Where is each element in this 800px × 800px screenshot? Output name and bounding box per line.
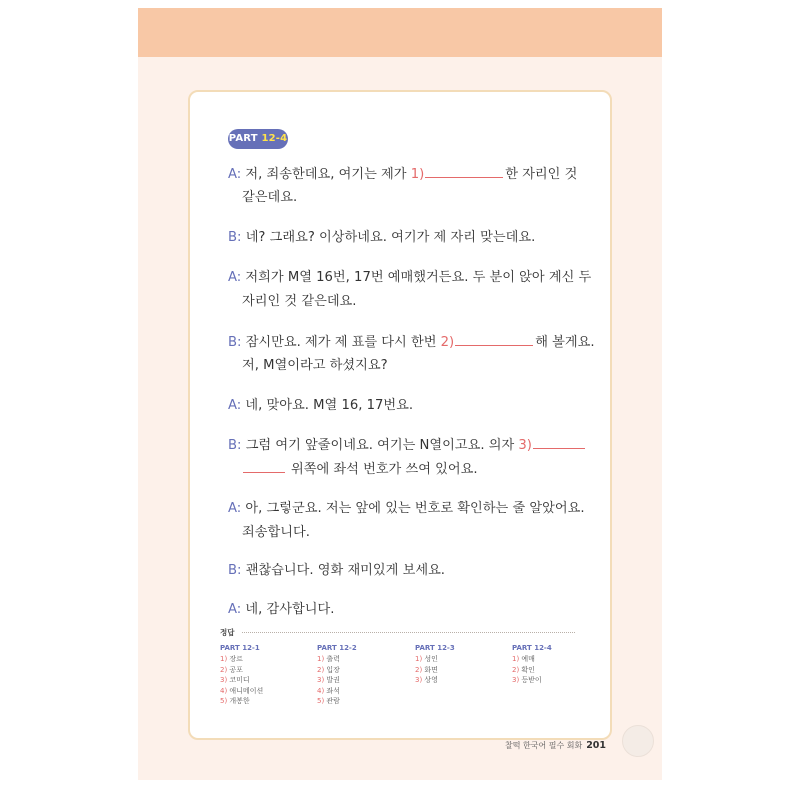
line-text: 네, 맞아요. M열 16, 17번요. xyxy=(241,398,414,413)
dialogue-line-9 xyxy=(228,599,598,621)
answer-key-title: 정답 xyxy=(220,628,235,637)
dialogue-line-3-cont: 자리인 것 같은데요. xyxy=(242,294,357,309)
answer-item: 5) 개봉한 xyxy=(220,697,250,706)
answer-item: 1) 성인 xyxy=(415,655,438,663)
dialogue-line-7 xyxy=(228,498,598,520)
part-badge: PART 12-4 xyxy=(228,129,288,149)
line-text: 네, 감사합니다. xyxy=(241,602,335,617)
blank-number: 1) xyxy=(410,167,425,182)
answer-part-label: PART 12-1 xyxy=(220,644,260,652)
line-text: 해 볼게요. xyxy=(535,335,595,350)
line-text: 저, 죄송한데요, 여기는 제가 xyxy=(241,167,411,182)
answer-item: 2) 공포 xyxy=(220,665,243,674)
answer-item: 3) 등받이 xyxy=(512,676,542,685)
speaker-label: B: xyxy=(228,563,242,578)
answer-blank[interactable] xyxy=(533,434,585,449)
answer-item: 4) 좌석 xyxy=(317,686,340,695)
speaker-label: A: xyxy=(228,398,242,413)
header-band xyxy=(138,8,662,57)
answer-blank-continued[interactable] xyxy=(243,458,285,473)
answer-item: 1) 장르 xyxy=(220,655,243,663)
answer-item: 5) 관람 xyxy=(317,697,340,706)
answer-item: 1) 예매 xyxy=(512,655,535,663)
answer-blank[interactable] xyxy=(455,331,533,346)
answer-item: 2) 화면 xyxy=(415,665,438,674)
answer-item: 4) 애니메이션 xyxy=(220,686,264,695)
dialogue-line-1 xyxy=(228,163,598,186)
dialogue-line-6-cont: 위쪽에 좌석 번호가 쓰여 있어요. xyxy=(242,458,612,481)
answer-item: 3) 상영 xyxy=(415,676,438,685)
dialogue-line-4 xyxy=(228,331,598,354)
line-text: 괜찮습니다. 영화 재미있게 보세요. xyxy=(241,563,445,578)
dialogue-line-8 xyxy=(228,560,598,582)
dialogue-line-6 xyxy=(228,434,598,457)
page-number: 201 xyxy=(586,740,607,751)
line-text: 그럼 여기 앞줄이네요. 여기는 N열이고요. 의자 xyxy=(241,438,519,453)
page-footer xyxy=(505,740,606,751)
dialogue-line-2 xyxy=(228,227,598,249)
watermark-seal xyxy=(622,725,654,757)
blank-number: 3) xyxy=(518,438,532,453)
answer-column-part-12-4 xyxy=(512,643,612,686)
book-title: 찰떡 한국어 필수 회화 xyxy=(505,741,583,750)
answer-part-label: PART 12-3 xyxy=(415,644,455,652)
dialogue-line-7-cont: 죄송합니다. xyxy=(242,525,310,540)
line-text: 잠시만요. 제가 제 표를 다시 한번 xyxy=(241,335,441,350)
speaker-label: B: xyxy=(228,230,242,245)
answer-column-part-12-3 xyxy=(415,643,515,686)
dialogue-line-3 xyxy=(228,267,598,289)
dialogue-line-5 xyxy=(228,395,598,417)
speaker-label: A: xyxy=(228,270,242,285)
speaker-label: A: xyxy=(228,501,242,516)
dialogue-line-4-cont: 저, M열이라고 하셨지요? xyxy=(242,358,388,373)
line-text: 저희가 M열 16번, 17번 예매했거든요. 두 분이 앉아 계신 두 xyxy=(241,270,592,285)
answer-item: 3) 코미디 xyxy=(220,676,250,685)
speaker-label: A: xyxy=(228,602,242,617)
dialogue-line-1-cont: 같은데요. xyxy=(242,190,298,205)
answer-item: 2) 입장 xyxy=(317,665,340,674)
answer-item: 3) 발권 xyxy=(317,676,340,685)
line-text: 네? 그래요? 이상하네요. 여기가 제 자리 맞는데요. xyxy=(241,230,536,245)
line-text: 한 자리인 것 xyxy=(505,167,578,182)
dotted-divider xyxy=(242,632,575,633)
line-text: 아, 그렇군요. 저는 앞에 있는 번호로 확인하는 줄 알았어요. xyxy=(241,501,585,516)
speaker-label: B: xyxy=(228,335,242,350)
speaker-label: A: xyxy=(228,167,242,182)
speaker-label: B: xyxy=(228,438,242,453)
answer-part-label: PART 12-4 xyxy=(512,644,552,652)
blank-number: 2) xyxy=(440,335,455,350)
answer-column-part-12-1 xyxy=(220,643,320,707)
answer-blank[interactable] xyxy=(425,163,503,178)
answer-column-part-12-2 xyxy=(317,643,417,707)
answer-item: 2) 확인 xyxy=(512,665,535,674)
answer-part-label: PART 12-2 xyxy=(317,644,357,652)
answer-item: 1) 출력 xyxy=(317,655,340,663)
